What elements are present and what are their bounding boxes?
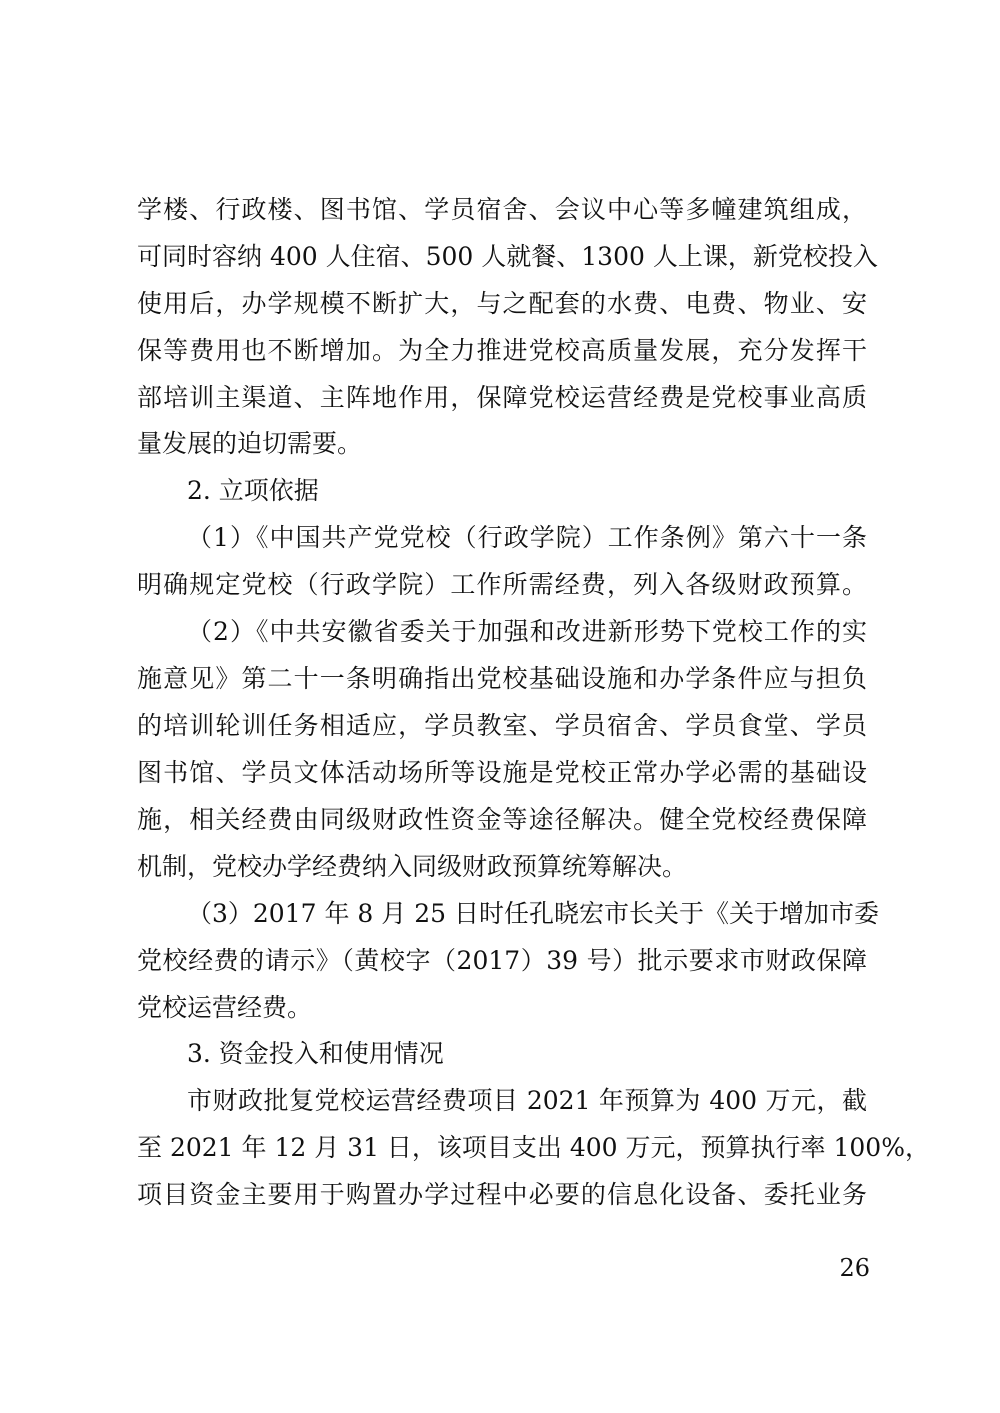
body-line-14: 施，相关经费由同级财政性资金等途径解决。健全党校经费保障	[137, 805, 867, 834]
body-line-3: 使用后，办学规模不断扩大，与之配套的水费、电费、物业、安	[137, 289, 867, 318]
body-line-20: 市财政批复党校运营经费项目 2021 年预算为 400 万元，截	[187, 1086, 867, 1115]
body-line-16: （3）2017 年 8 月 25 日时任孔晓宏市长关于《关于增加市委	[187, 899, 879, 928]
body-line-10: （2）《中共安徽省委关于加强和改进新形势下党校工作的实	[187, 617, 867, 646]
body-line-21: 至 2021 年 12 月 31 日，该项目支出 400 万元，预算执行率 100%，	[137, 1133, 930, 1162]
body-line-4: 保等费用也不断增加。为全力推进党校高质量发展，充分发挥干	[137, 336, 867, 365]
body-line-17: 党校经费的请示》（黄校字（2017）39 号）批示要求市财政保障	[137, 946, 867, 975]
body-line-15: 机制，党校办学经费纳入同级财政预算统筹解决。	[137, 852, 688, 881]
body-line-5: 部培训主渠道、主阵地作用，保障党校运营经费是党校事业高质	[137, 383, 867, 412]
section-heading-funding: 3. 资金投入和使用情况	[187, 1039, 444, 1068]
body-line-22: 项目资金主要用于购置办学过程中必要的信息化设备、委托业务	[137, 1180, 867, 1209]
body-line-13: 图书馆、学员文体活动场所等设施是党校正常办学必需的基础设	[137, 758, 867, 787]
page-number: 26	[839, 1254, 870, 1282]
body-line-8: （1）《中国共产党党校（行政学院）工作条例》第六十一条	[187, 523, 867, 552]
body-line-2: 可同时容纳 400 人住宿、500 人就餐、1300 人上课，新党校投入	[137, 242, 878, 271]
body-line-6: 量发展的迫切需要。	[137, 429, 363, 458]
body-line-11: 施意见》第二十一条明确指出党校基础设施和办学条件应与担负	[137, 664, 867, 693]
body-line-1: 学楼、行政楼、图书馆、学员宿舍、会议中心等多幢建筑组成，	[137, 195, 867, 224]
body-line-9: 明确规定党校（行政学院）工作所需经费，列入各级财政预算。	[137, 570, 867, 599]
section-heading-basis: 2. 立项依据	[187, 476, 319, 505]
body-line-12: 的培训轮训任务相适应，学员教室、学员宿舍、学员食堂、学员	[137, 711, 867, 740]
body-line-18: 党校运营经费。	[137, 993, 313, 1022]
